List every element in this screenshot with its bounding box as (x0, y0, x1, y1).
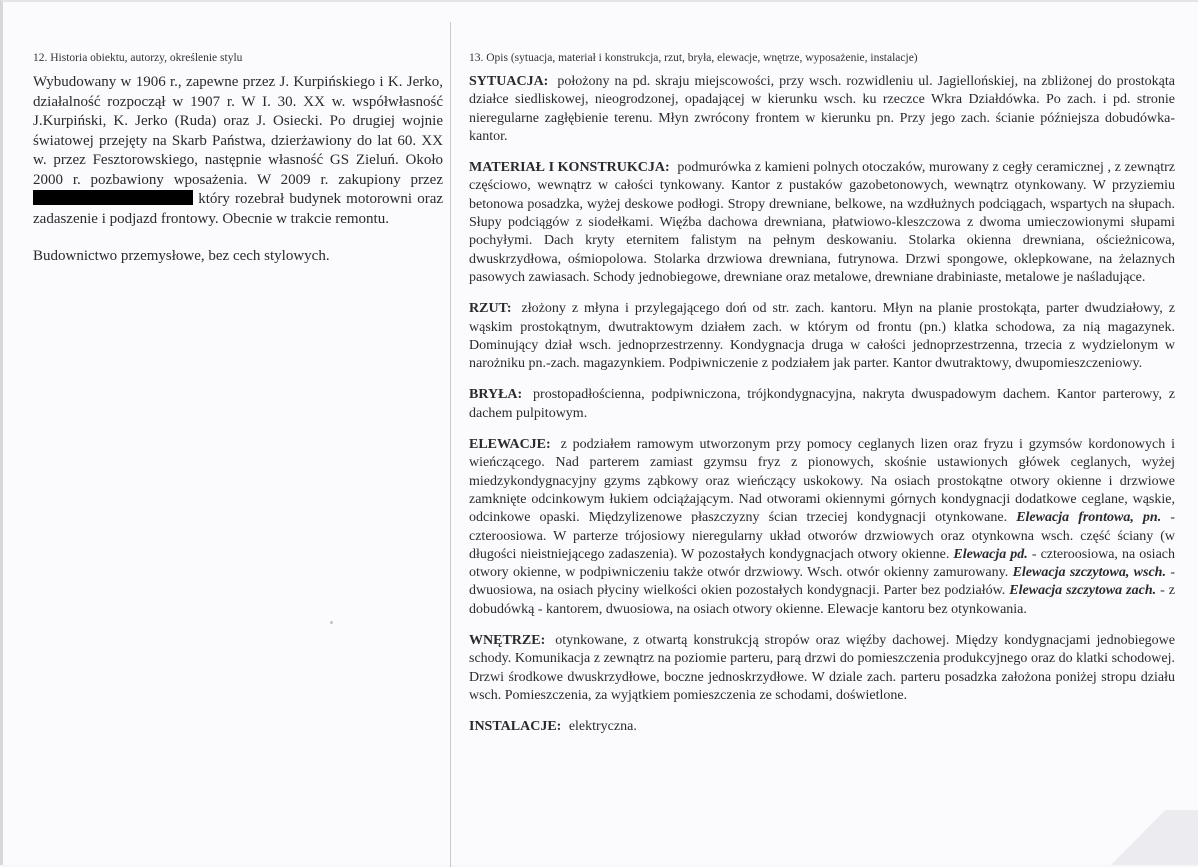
rzut-label: RZUT: (469, 301, 512, 317)
elewacje-text-1: z podziałem ramowym utworzonym przy pomocy ceglanych lizen oraz fryzu i gzymsów kordonowych i wieńczącego. Nad parterem zamiast gzymsu fryz z pionowych, skośnie ustawionych główek ceglanych, wyżej miedzykondygnacyjny gzyms ząbkowy oraz wieńczący uskokowy. Na osiach prostokątne otwory okienne i drzwiowe zamknięte odcinkowym łukiem odciążającym. Nad otworami okiennymi górnych kondygnacji dodatkowe ceglane, wąskie, odcinkowe opaski. Międzylizenowe płaszczyzny ścian trzeciej kondygnacji otynkowane. (469, 437, 1176, 526)
bryla-label: BRYŁA: (469, 387, 523, 403)
elewacja-pd-label: Elewacja pd. (953, 546, 1028, 562)
material-label: MATERIAŁ I KONSTRUKCJA: (469, 160, 670, 176)
elewacje-text-5: - z dobudówką - kantorem, dwuosiowa, na osiach otwory okienne. Elewacje kantoru bez otynkowania. (469, 583, 1175, 617)
paper-speck (330, 621, 333, 624)
history-text-part1: Wybudowany w 1906 r., zapewne przez J. Kurpińskiego i K. Jerko, działalność rozpoczął w 1907 r. W I. 30. XX w. współwłasność J.Kurpiński, K. Jerko (Ruda) oraz J. Osiecki. Po drugiej wojnie światowej przejęty na Skarb Państwa, dzierżawiony do lat 60. XX w. przez Fesztorowskiego, następnie własność GS Zieluń. Około 2000 r. pozbawiony wposażenia. W 2009 r. zakupiony przez (33, 74, 443, 188)
description-column (469, 52, 1175, 750)
section-elewacje (469, 436, 1175, 619)
history-text (33, 73, 443, 229)
history-text-part2: który rozebrał budynek motorowni oraz zadaszenie i podjazd frontowy. Obecnie w trakcie remontu. (33, 191, 444, 227)
section-instalacje (469, 718, 1175, 736)
elewacja-frontowa-label: Elewacja frontowa, pn. (1016, 510, 1162, 526)
elewacje-text-4: - dwuosiowa, na osiach płyciny wielkości okien pozostałych kondygnacji. Parter bez podziałów. (469, 565, 1176, 599)
elewacje-text-3: - czteroosiowa, na osiach otwory okienne, w podpiwniczeniu także otwór drzwiowy. Wsch. otwór okienny zamurowany. (469, 546, 1175, 581)
wnetrze-label: WNĘTRZE: (469, 633, 546, 649)
section-sytuacja (469, 73, 1175, 146)
wnetrze-text: otynkowane, z otwartą konstrukcją stropów oraz więźby dachowej. Między kondygnacjami jednobiegowe schody. Komunikacja z zewnątrz na poziomie parteru, parą drzwi do pomieszczenia produkcyjnego oraz do klatki schodowej. Drzwi środkowe dwuskrzydłowe, boczne jednoskrzydłowe. W dziale zach. parteru posadzka założona poniżej stropu działu wsch. Pomieszczenia, za wyjątkiem pomieszczenia ze schodami, doświetlone. (469, 633, 1175, 703)
elewacje-label: ELEWACJE: (469, 437, 551, 453)
column-divider (450, 22, 451, 867)
sytuacja-label: SYTUACJA: (469, 74, 549, 89)
section-material (469, 159, 1175, 287)
redaction-bar (33, 190, 193, 205)
elewacja-szczytowa-wsch-label: Elewacja szczytowa, wsch. (1012, 565, 1166, 581)
instalacje-label: INSTALACJE: (469, 719, 562, 735)
elewacje-text-2: - czteroosiowa. W parterze trójosiowy nieregularny układ otworów drzwiowych oraz otynkowna wsch. część ściany (w długości nieistniejącego zadaszenia). W pozostałych kondygnacjach otwory okienne. (469, 510, 1176, 562)
style-text: Budownictwo przemysłowe, bez cech stylowych. (33, 248, 330, 264)
instalacje-text: elektryczna. (568, 719, 637, 735)
bryla-text: prostopadłościenna, podpiwniczona, trójkondygnacyjna, nakryta dwuspadowym dachem. Kantor parterowy, z dachem pulpitowym. (469, 387, 1176, 421)
section-rzut (469, 300, 1175, 373)
description-heading: 13. Opis (sytuacja, materiał i konstrukcja, rzut, bryła, elewacje, wnętrze, wyposażenie, instalacje) (469, 52, 918, 64)
sytuacja-text: położony na pd. skraju miejscowości, przy wsch. rozwidleniu ul. Jagiellońskiej, na zbliżonej do prostokąta działce siedliskowej, nieogrodzonej, opadającej w kierunku wsch. ku rzeczce Wkra Działdówka. Po zach. i pd. stronie nieregularne zagłębienie terenu. Młyn zwrócony frontem w kierunku pn. Przy jego zach. ścianie późniejsza dobudówka-kantor. (469, 74, 1175, 144)
history-column (33, 52, 443, 267)
section-bryla (469, 386, 1175, 423)
history-heading: 12. Historia obiektu, autorzy, określenie stylu (33, 52, 243, 64)
page-corner (1078, 810, 1198, 865)
rzut-text: złożony z młyna i przylegającego doń od str. zach. kantoru. Młyn na planie prostokąta, parter dwudziałowy, z wąskim prostokątnym, dwutraktowym działem zach. w którym od frontu (pn.) klatka schodowa, za nią magazynek. Dominujący dział wsch. jednoprzestrzenny. Kondygnacja druga w całości jednoprzestrzenna, trzecia z wydzielonym w narożniku pn.-zach. magazynkiem. Podpiwniczenie z podziałem jak parter. Kantor dwutraktowy, dwupomieszczeniowy. (469, 301, 1175, 372)
elewacja-szczytowa-zach-label: Elewacja szczytowa zach. (1009, 583, 1157, 599)
section-wnetrze (469, 632, 1175, 705)
material-text: podmurówka z kamieni polnych otoczaków, murowany z cegły ceramicznej , z zewnątrz częściowo, wewnątrz w całości tynkowany. Kantor z pustaków gazobetonowych, wewnątrz otynkowany. W przyziemiu betonowa posadzka, wyżej deskowe podłogi. Stropy drewniane, belkowe, na wzdłużnych podciągach, wspartych na słupach. Słupy podciągów z siodełkami. Więźba dachowa drewniana, płatwiowo-kleszczowa z dwoma umieczowionymi słupami pochyłymi. Dach kryty eternitem falistym na pełnym deskowaniu. Stolarka okienna drewniana, ościeżnicowa, dwuskrzydłowa, ośmiopolowa. Stolarka drzwiowa drewniana, futrynowa. Drzwi spongowe, oklepkowane, na żelaznych pasowych zawiasach. Schody jednobiegowe, drewniane oraz metalowe, drewniane drabiniaste, metalowe je naśladujące. (469, 160, 1176, 285)
